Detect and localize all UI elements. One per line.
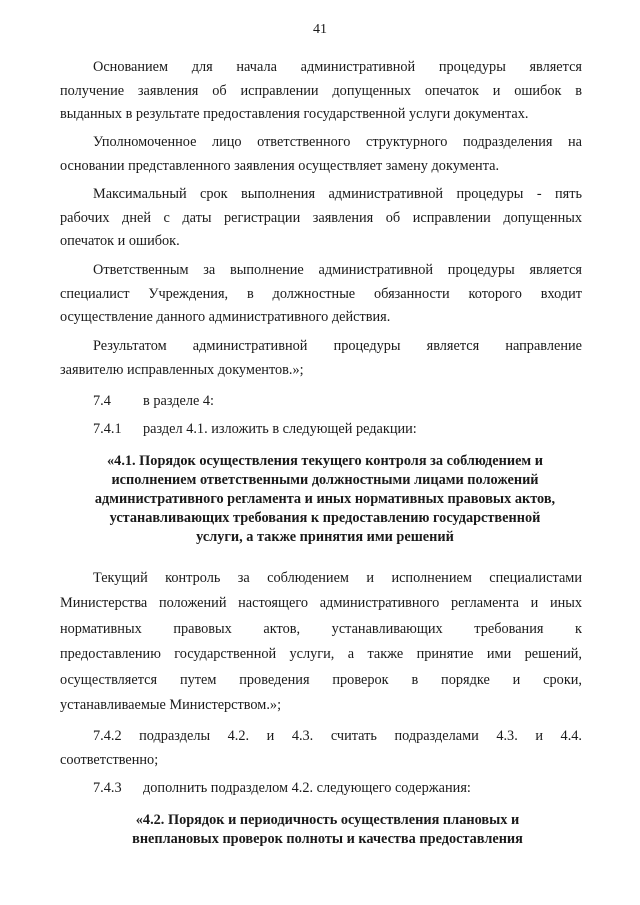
heading-line: исполнением ответственными должностными лицами положений — [111, 472, 539, 488]
paragraph-responsible — [60, 259, 582, 330]
heading-section-4-1 — [80, 452, 570, 547]
heading-line: устанавливающих требования к предоставлению государственной — [109, 510, 541, 526]
text-line: опечаток и ошибок. — [60, 233, 180, 250]
paragraph-result — [60, 335, 582, 382]
heading-section-4-2 — [100, 811, 555, 849]
item-number: 7.4.3 — [93, 780, 122, 796]
item-7-4-2 — [60, 725, 582, 772]
item-7-4-3 — [93, 777, 471, 801]
text-line: соответственно; — [60, 751, 159, 768]
text-line: нормативных правовых актов, устанавливающих требования к — [60, 620, 582, 637]
text-line: осуществление данного административного действия. — [60, 309, 391, 326]
text-line: Результатом административной процедуры является направление — [93, 338, 582, 354]
text-line: заявителю исправленных документов.»; — [60, 361, 304, 378]
text-line: выданных в результате предоставления государственной услуги документах. — [60, 106, 529, 123]
heading-line: административного регламента и иных нормативных правовых актов, — [94, 491, 556, 507]
item-text: в разделе 4: — [143, 393, 215, 409]
item-number: 7.4 — [93, 393, 111, 409]
heading-line: «4.1. Порядок осуществления текущего контроля за соблюдением и — [107, 453, 543, 469]
text-line: Уполномоченное лицо ответственного структурного подразделения на — [93, 134, 582, 150]
text-line: Максимальный срок выполнения административной процедуры - пять — [93, 186, 582, 202]
paragraph-basis — [60, 56, 582, 127]
text-line: основании представленного заявления осуществляет замену документа. — [60, 157, 500, 174]
heading-line: «4.2. Порядок и периодичность осуществления плановых и — [135, 812, 520, 828]
heading-line: внеплановых проверок полноты и качества предоставления — [132, 831, 523, 847]
text-line: рабочих дней с даты регистрации заявления об исправлении допущенных — [60, 209, 582, 226]
text-line: Министерства положений настоящего административного регламента и иных — [60, 595, 582, 612]
paragraph-authorized-person — [60, 131, 582, 178]
item-text: дополнить подразделом 4.2. следующего содержания: — [143, 780, 471, 796]
item-text: раздел 4.1. изложить в следующей редакции: — [143, 421, 417, 437]
text-line: Основанием для начала административной процедуры является — [93, 59, 582, 75]
text-line: предоставлению государственной услуги, а также принятие ими решений, — [60, 646, 582, 663]
text-line: осуществляется путем проведения проверок в порядке и сроки, — [60, 671, 582, 688]
text-line: Ответственным за выполнение административной процедуры является — [93, 262, 582, 278]
text-line: Текущий контроль за соблюдением и исполнением специалистами — [93, 570, 582, 586]
text-line: получение заявления об исправлении допущенных опечаток и ошибок в — [60, 82, 582, 99]
item-number: 7.4.1 — [93, 421, 122, 437]
paragraph-max-term — [60, 183, 582, 254]
text-line: 7.4.2 подразделы 4.2. и 4.3. считать подразделами 4.3. и 4.4. — [93, 728, 582, 744]
text-line: устанавливаемые Министерством.»; — [60, 697, 282, 714]
text-line: специалист Учреждения, в должностные обязанности которого входит — [60, 285, 582, 302]
item-7-4-1 — [93, 418, 417, 442]
paragraph-current-control — [60, 566, 582, 718]
page-number: 41 — [313, 22, 327, 37]
item-7-4 — [93, 390, 214, 414]
heading-line: услуги, а также принятия ими решений — [196, 529, 454, 545]
